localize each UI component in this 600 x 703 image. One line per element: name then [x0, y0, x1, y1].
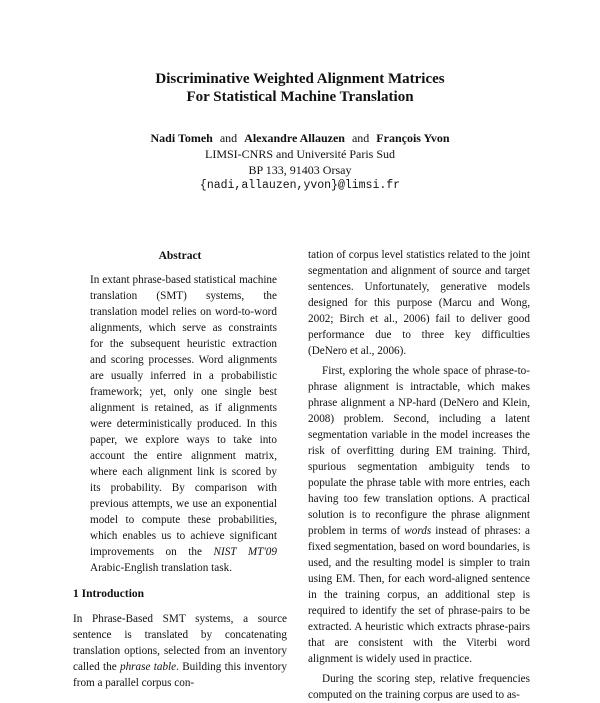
address: BP 133, 91403 Orsay — [248, 163, 352, 177]
abstract-body — [73, 272, 287, 576]
abstract-heading: Abstract — [158, 250, 202, 262]
author-block — [0, 130, 600, 194]
email: {nadi,allauzen,yvon}@limsi.fr — [199, 179, 401, 192]
abstract-text: In extant phrase-based statistical machine translation (SMT) systems, the translation model relies on word-to-word alignments, which serve as constraints for the subsequent heuristic extraction and scoring processes. Word alignments are usually inferred in a probabilistic framework; yet, only one single best alignment is retained, as if alignments were deterministically produced. In this paper, we explore ways to take into account the entire alignment matrix, where each alignment link is scored by its probability. By comparison with previous attempts, we use an exponential model to compute these probabilities, which enables us to achieve significant improvements on the NIST MT'09 Arabic-English translation task. — [90, 274, 277, 574]
author-name: Alexandre Allauzen — [244, 131, 345, 145]
author-line — [0, 130, 600, 146]
right-paragraph-3: During the scoring step, relative frequencies computed on the training corpus are used to as- — [308, 673, 530, 701]
author-separator: and — [351, 131, 370, 145]
right-paragraph-2: First, exploring the whole space of phrase-to-phrase alignment is intractable, which makes phrase alignment a NP-hard (DeNero and Klein, 2008) problem. Second, including a latent segmentation variable in the model increases the risk of overfitting during EM training. Third, spurious segmentation ambiguity tends to populate the phrase table with more entries, each having too few translation options. A practical solution is to reconfigure the phrase alignment problem in terms of words instead of phrases: a fixed segmentation, based on word boundaries, is used, and the resulting model is simpler to train using EM. Then, for each word-aligned sentence in the training corpus, an additional step is required to identify the set of phrase-pairs to be extracted. A heuristic which extracts phrase-pairs that are consistent with the Viterbi word alignment is widely used in practice. — [308, 365, 530, 665]
affiliation: LIMSI-CNRS and Université Paris Sud — [205, 147, 395, 161]
right-paragraph-1: tation of corpus level statistics related to the joint segmentation and alignment of source and target sentences. Unfortunately, generative models designed for this purpose (Marcu and Wong, 2002; Birch et al., 2006) fail to deliver good performance due to three key difficulties (DeNero et al., 2006). — [308, 249, 530, 357]
paper-title-line-1: Discriminative Weighted Alignment Matrices — [155, 71, 445, 87]
section-heading-introduction: 1 Introduction — [73, 588, 145, 600]
author-name: Nadi Tomeh — [150, 131, 213, 145]
right-column — [308, 247, 530, 703]
intro-paragraph: In Phrase-Based SMT systems, a source sentence is translated by concatenating translation options, selected from an inventory called the phrase table. Building this inventory from a parallel corpus con- — [73, 613, 288, 689]
author-name: François Yvon — [376, 131, 450, 145]
paper-title-line-2: For Statistical Machine Translation — [186, 89, 414, 105]
left-column — [73, 248, 287, 691]
author-separator: and — [219, 131, 238, 145]
